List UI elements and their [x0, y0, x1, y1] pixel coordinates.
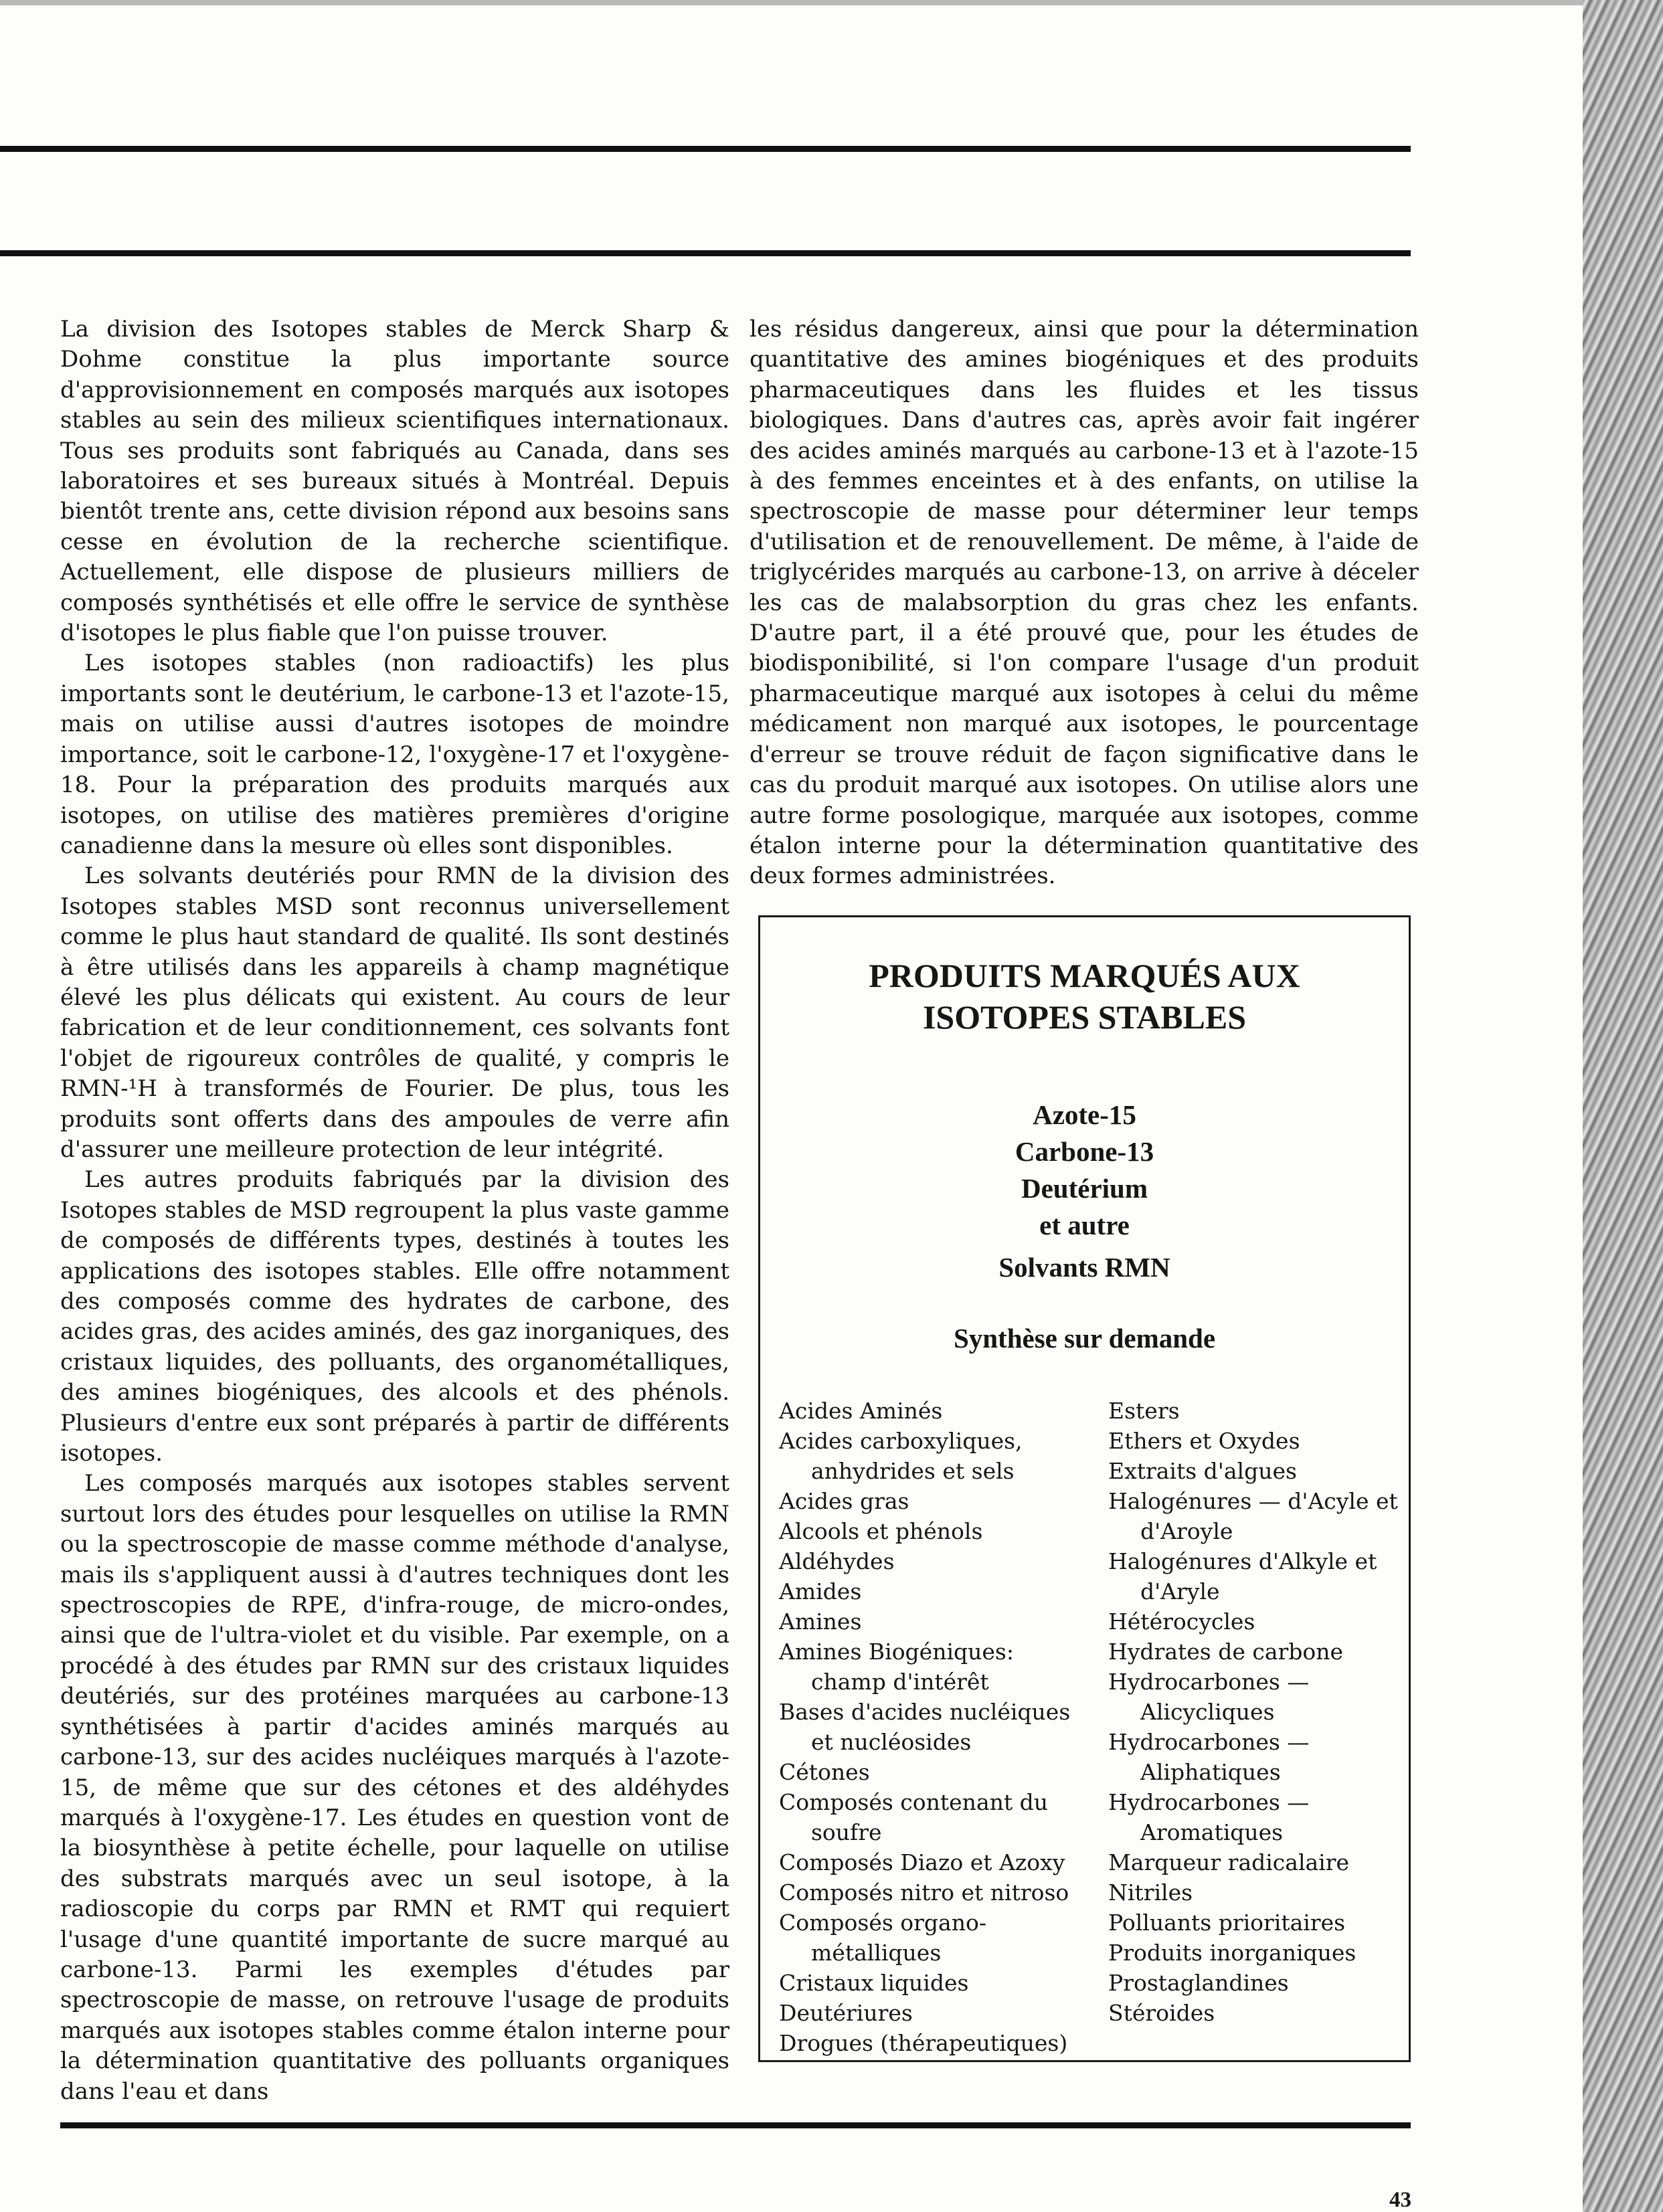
- paragraph-1: La division des Isotopes stables de Merck Sharp & Dohme constitue la plus importante source d'approvisionnement en composés marqués aux isotopes stables au sein des milieux scientifiques internationaux. Tous ses produits sont fabriqués au Canada, dans ses laboratoires et ses bureaux situés à Montréal. Depuis bientôt trente ans, cette division répond aux besoins sans cesse en évolution de la recherche scientifique. Actuellement, elle dispose de plusieurs milliers de composés synthétisés et elle offre le service de synthèse d'isotopes le plus fiable que l'on puisse trouver.: [60, 316, 729, 647]
- list-item: Hydrates de carbone: [1108, 1639, 1344, 1665]
- list-item: Composés Diazo et Azoxy: [779, 1849, 1065, 1875]
- list-item: Nitriles: [1108, 1879, 1193, 1906]
- list-item: Amines Biogéniques: champ d'intérêt: [779, 1639, 1014, 1695]
- list-item: Extraits d'algues: [1108, 1458, 1297, 1484]
- list-item: Composés organo-métalliques: [779, 1910, 987, 1966]
- isotope-item: et autre: [1039, 1210, 1130, 1240]
- list-item: Produits inorganiques: [1108, 1940, 1356, 1966]
- list-item: Deutériures: [779, 2000, 913, 2026]
- box-title-line-2: ISOTOPES STABLES: [922, 998, 1247, 1036]
- solvants-heading: Solvants RMN: [998, 1252, 1170, 1283]
- list-item: Bases d'acides nucléiques et nucléosides: [779, 1699, 1071, 1755]
- paragraph-5: Les composés marqués aux isotopes stables servent surtout lors des études pour lesquelles on utilise la RMN ou la spectroscopie de masse comme méthode d'analyse, mais ils s'appliquent aussi à d'autres techniques dont les spectroscopies de RPE, d'infra-rouge, de micro-ondes, ainsi que de l'ultra-violet et du visible. Par exemple, on a procédé à des études par RMN sur des cristaux liquides deutériés, sur des protéines marquées au carbone-13 synthétisées à partir d'acides aminés marqués au carbone-13, sur des acides nucléiques marqués à l'azote-15, de même que sur des cétones et des aldéhydes marqués à l'oxygène-17. Les études en question vont de la biosynthèse à petite échelle, pour laquelle on utilise des substrats marqués avec un seul isotope, à la radioscopie du corps par RMN et RMT qui requiert l'usage d'une quantité importante de sucre marqué au carbone-13. Parmi les exemples d'études par spectroscopie de masse, on retrouve l'usage de produits marqués aux isotopes stables comme étalon interne pour la détermination quantitative des polluants organiques dans l'eau et dans: [60, 1470, 729, 2105]
- list-item: Stéroides: [1108, 2000, 1215, 2026]
- list-item: Drogues (thérapeutiques): [779, 2030, 1068, 2056]
- isotope-list: [760, 1097, 1409, 1244]
- footer-rule: [60, 2122, 1411, 2128]
- isotope-item: Azote-15: [1033, 1099, 1136, 1130]
- list-item: Acides Aminés: [779, 1398, 943, 1424]
- product-box: [758, 915, 1411, 2062]
- synthese-heading: Synthèse sur demande: [953, 1323, 1216, 1354]
- paragraph-4: Les autres produits fabriqués par la division des Isotopes stables de MSD regroupent la plus vaste gamme de composés de différents types, destinés à toutes les applications des isotopes stables. Elle offre notamment des composés comme des hydrates de carbone, des acides gras, des acides aminés, des gaz inorganiques, des cristaux liquides, des polluants, des organométalliques, des amines biogéniques, des alcools et des phénols. Plusieurs d'entre eux sont préparés à partir de différents isotopes.: [60, 1166, 729, 1467]
- list-item: Hydrocarbones — Alicycliques: [1108, 1669, 1310, 1725]
- list-item: Cristaux liquides: [779, 1970, 969, 1996]
- header-rule-top: [0, 146, 1411, 152]
- product-list-right: [1108, 1396, 1406, 2028]
- right-column: [750, 314, 1419, 892]
- box-title-line-1: PRODUITS MARQUÉS AUX: [869, 957, 1300, 994]
- list-item: Marqueur radicalaire: [1108, 1849, 1350, 1875]
- list-item: Hydrocarbones — Aromatiques: [1108, 1789, 1310, 1845]
- header-rule-bottom: [0, 250, 1411, 256]
- list-item: Composés nitro et nitroso: [779, 1879, 1069, 1906]
- list-item: Alcools et phénols: [779, 1518, 983, 1544]
- list-item: Hydrocarbones — Aliphatiques: [1108, 1729, 1310, 1785]
- paragraph-2: Les isotopes stables (non radioactifs) les plus importants sont le deutérium, le carbone-13 et l'azote-15, mais on utilise aussi d'autres isotopes de moindre importance, soit le carbone-12, l'oxygène-17 et l'oxygène-18. Pour la préparation des produits marqués aux isotopes, on utilise des matières premières d'origine canadienne dans la mesure où elles sont disponibles.: [60, 650, 729, 859]
- list-item: Esters: [1108, 1398, 1180, 1424]
- list-item: Cétones: [779, 1759, 870, 1785]
- list-item: Ethers et Oxydes: [1108, 1428, 1300, 1454]
- list-item: Aldéhydes: [779, 1548, 895, 1574]
- left-column: [60, 314, 729, 2107]
- scan-right-edge: [1583, 0, 1663, 2212]
- list-item: Amides: [779, 1578, 862, 1604]
- list-item: Polluants prioritaires: [1108, 1910, 1346, 1936]
- list-item: Composés contenant du soufre: [779, 1789, 1048, 1845]
- paragraph-6: les résidus dangereux, ainsi que pour la détermination quantitative des amines biogéniques et des produits pharmaceutiques dans les fluides et les tissus biologiques. Dans d'autres cas, après avoir fait ingérer des acides aminés marqués au carbone-13 et à l'azote-15 à des femmes enceintes et à des enfants, on utilise la spectroscopie de masse pour déterminer leur temps d'utilisation et de renouvellement. De même, à l'aide de triglycérides marqués au carbone-13, on arrive à déceler les cas de malabsorption du gras chez les enfants. D'autre part, il a été prouvé que, pour les études de biodisponibilité, si l'on compare l'usage d'un produit pharmaceutique marqué aux isotopes à celui du même médicament non marqué aux isotopes, le pourcentage d'erreur se trouve réduit de façon significative dans le cas du produit marqué aux isotopes. On utilise alors une autre forme posologique, marquée aux isotopes, comme étalon interne pour la détermination quantitative des deux formes administrées.: [750, 316, 1419, 890]
- list-item: Acides gras: [779, 1488, 909, 1514]
- list-item: Hétérocycles: [1108, 1608, 1255, 1635]
- list-item: Halogénures — d'Acyle et d'Aroyle: [1108, 1488, 1398, 1544]
- list-item: Halogénures d'Alkyle et d'Aryle: [1108, 1548, 1377, 1604]
- page-number: 43: [1389, 2188, 1411, 2212]
- isotope-item: Deutérium: [1021, 1173, 1148, 1204]
- list-item: Amines: [779, 1608, 862, 1635]
- list-item: Prostaglandines: [1108, 1970, 1289, 1996]
- paragraph-3: Les solvants deutériés pour RMN de la division des Isotopes stables MSD sont reconnus universellement comme le plus haut standard de qualité. Ils sont destinés à être utilisés dans les appareils à champ magnétique élevé les plus délicats qui existent. Au cours de leur fabrication et de leur conditionnement, ces solvants font l'objet de rigoureux contrôles de qualité, y compris le RMN-¹H à transformés de Fourier. De plus, tous les produits sont offerts dans des ampoules de verre afin d'assurer une meilleure protection de leur intégrité.: [60, 862, 729, 1163]
- box-title: [760, 955, 1409, 1038]
- scan-top-edge: [0, 0, 1663, 5]
- isotope-item: Carbone-13: [1015, 1136, 1154, 1167]
- product-list-left: [779, 1396, 1093, 2058]
- list-item: Acides carboxyliques, anhydrides et sels: [779, 1428, 1023, 1484]
